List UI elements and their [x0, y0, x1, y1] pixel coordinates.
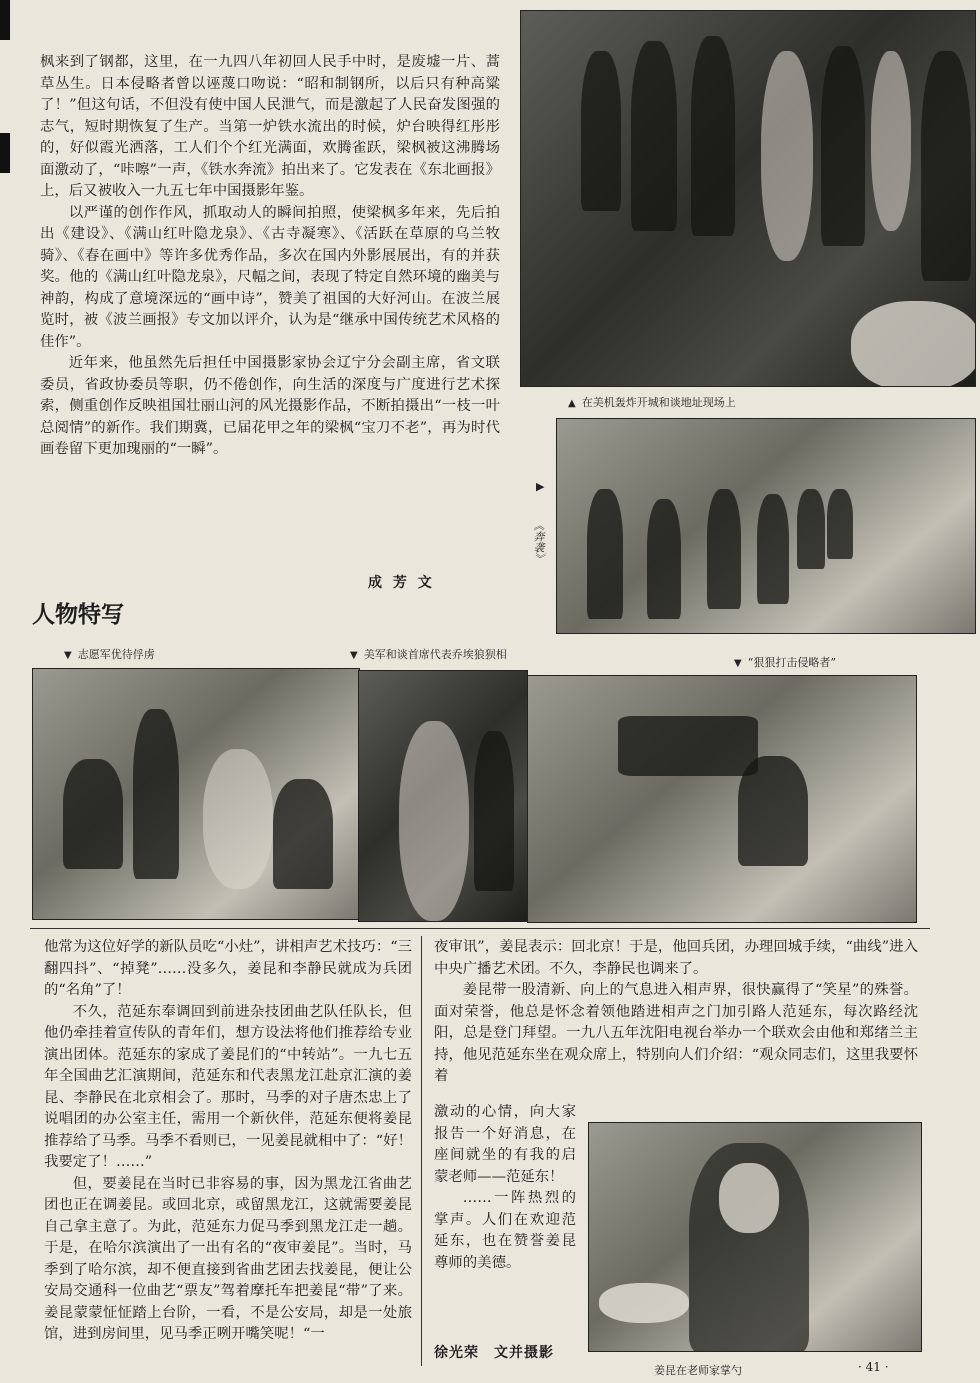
- caption-text: 美军和谈首席代表乔埃狼狈相: [363, 648, 507, 661]
- caption-text: 在美机轰炸开城和谈地址现场上: [581, 396, 736, 409]
- article2-col1: [44, 937, 412, 1346]
- photo-jiangkun-portrait: [588, 1122, 922, 1352]
- caption-portrait: 姜昆在老师家掌勺: [654, 1364, 742, 1377]
- article2-paragraph: 他常为这位好学的新队员吃“小灶”，讲相声艺术技巧：“三翻四抖”、“掉凳”……没多久，姜昆和李静民就成为兵团的“名角”了！: [44, 939, 412, 998]
- caption-top-photo: [568, 394, 736, 410]
- article2-col2-top: [434, 937, 918, 1088]
- caption-text: 志愿军优待俘虏: [77, 648, 155, 661]
- photo-pow: [32, 668, 360, 920]
- triangle-down-icon: ▼: [350, 650, 358, 661]
- article2-paragraph: 不久，范延东奉调回到前进杂技团曲艺队任队长，但他仍牵挂着宣传队的青年们，想方设法将他们推荐给专业演出团体。范延东的家成了姜昆们的“中转站”。一九七五年全国曲艺汇演期间，范延东和代表黑龙江赴京汇演的姜昆、李静民在北京相会了。那时，马季的对子唐杰忠上了说唱团的办公室主任，需用一个新伙伴，范延东便将姜昆推荐给了马季。马季不看则已，一见姜昆就相中了：“好！我要定了！……”: [44, 1003, 412, 1170]
- caption-text: “狠狠打击侵略者”: [747, 656, 836, 669]
- caption-negotiator: [350, 646, 507, 662]
- article1-paragraph: 以严谨的创作作风，抓取动人的瞬间拍照，使梁枫多年来，先后拍出《建设》、《满山红叶隐龙泉》、《古寺凝寒》、《活跃在草原的乌兰牧骑》、《春在画中》等许多优秀作品，多次在国内外影展展出，有的并获奖。他的《满山红叶隐龙泉》，尺幅之间，表现了特定自然环境的幽美与神韵，构成了意境深远的“画中诗”，赞美了祖国的大好河山。在波兰展览时，被《波兰画报》专文加以评介，认为是“继承中国传统艺术风格的佳作”。: [40, 204, 500, 350]
- article2-paragraph: 夜审讯”，姜昆表示：回北京！于是，他回兵团，办理回城手续，“曲线”进入中央广播艺术团。不久，李静民也调来了。: [434, 939, 918, 977]
- section-title: 人物特写: [32, 602, 124, 628]
- edge-tab-top: [0, 0, 10, 40]
- triangle-up-icon: ▲: [568, 398, 576, 409]
- article1-paragraph: 近年来，他虽然先后担任中国摄影家协会辽宁分会副主席，省文联委员，省政协委员等职，仍不倦创作，向生活的深度与广度进行艺术探索，侧重创作反映祖国壮丽山河的风光摄影作品，不断拍摄出“一枝一叶总阅情”的新作。我们期冀，已届花甲之年的梁枫“宝刀不老”，再为时代画卷留下更加瑰丽的“一瞬”。: [40, 355, 500, 457]
- caption-strike: [734, 654, 836, 670]
- photo-strike: [527, 675, 917, 923]
- article1-author: 成 芳 文: [368, 575, 435, 591]
- page-number: · 41 ·: [858, 1360, 889, 1374]
- photo-kaesong-bombing-site: [520, 10, 976, 387]
- edge-tab-mid: [0, 133, 10, 173]
- triangle-down-icon: ▼: [734, 658, 742, 669]
- divider: [30, 928, 930, 929]
- photo-negotiator: [358, 670, 528, 922]
- column-divider: [421, 936, 422, 1366]
- photo-charge: [556, 418, 976, 634]
- caption-charge: 《奔袭》: [532, 520, 545, 564]
- caption-pow: [64, 646, 155, 662]
- article2-col2-narrow: [434, 1102, 576, 1274]
- article1-body: [40, 52, 500, 461]
- triangle-down-icon: ▼: [64, 650, 72, 661]
- article2-paragraph: 姜昆带一股清新、向上的气息进入相声界，很快赢得了“笑星”的殊誉。面对荣誉，他总是怀念着领他踏进相声之门加引路人范延东，每次路经沈阳，总是登门拜望。一九八五年沈阳电视台举办一个联欢会由他和郑绪兰主持，他见范延东坐在观众席上，特别向人们介绍：“观众同志们，这里我要怀着: [434, 982, 918, 1084]
- article1-paragraph: 枫来到了钢都，这里，在一九四八年初回人民手中时，是废墟一片、蒿草丛生。日本侵略者曾以诬蔑口吻说：“昭和制钢所，以后只有种高粱了！”但这句话，不但没有使中国人民泄气，而是激起了人民奋发图强的志气，短时期恢复了生产。当第一炉铁水流出的时候，炉台映得红彤彤的，好似霞光洒落，工人们个个红光满面，欢腾雀跃，梁枫被这沸腾场面激动了，“咔嚓”一声，《铁水奔流》拍出来了。它发表在《东北画报》上，后又被收入一九五七年中国摄影年鉴。: [40, 54, 500, 199]
- article2-author: 徐光荣 文并摄影: [434, 1345, 554, 1361]
- article2-paragraph: 激动的心情，向大家报告一个好消息，在座间就坐的有我的启蒙老师——范延东！: [434, 1104, 576, 1185]
- article2-paragraph: ……一阵热烈的掌声。人们在欢迎范延东，也在赞誉姜昆尊师的美德。: [434, 1190, 576, 1271]
- article2-paragraph: 但，要姜昆在当时已非容易的事，因为黑龙江省曲艺团也正在调姜昆。或回北京，或留黑龙江，这就需要姜昆自己拿主意了。为此，范延东力促马季到黑龙江走一趟。于是，在哈尔滨演出了一出有名的“夜审姜昆”。当时，马季到了哈尔滨，却不便直接到省曲艺团去找姜昆，便让公安局交通科一位曲艺“票友”驾着摩托车把姜昆“带”了来。姜昆蒙蒙怔怔踏上台阶，一看，不是公安局，却是一处旅馆，进到房间里，见马季正咧开嘴笑呢！“一: [44, 1175, 412, 1342]
- triangle-right-icon: ▶: [536, 480, 545, 493]
